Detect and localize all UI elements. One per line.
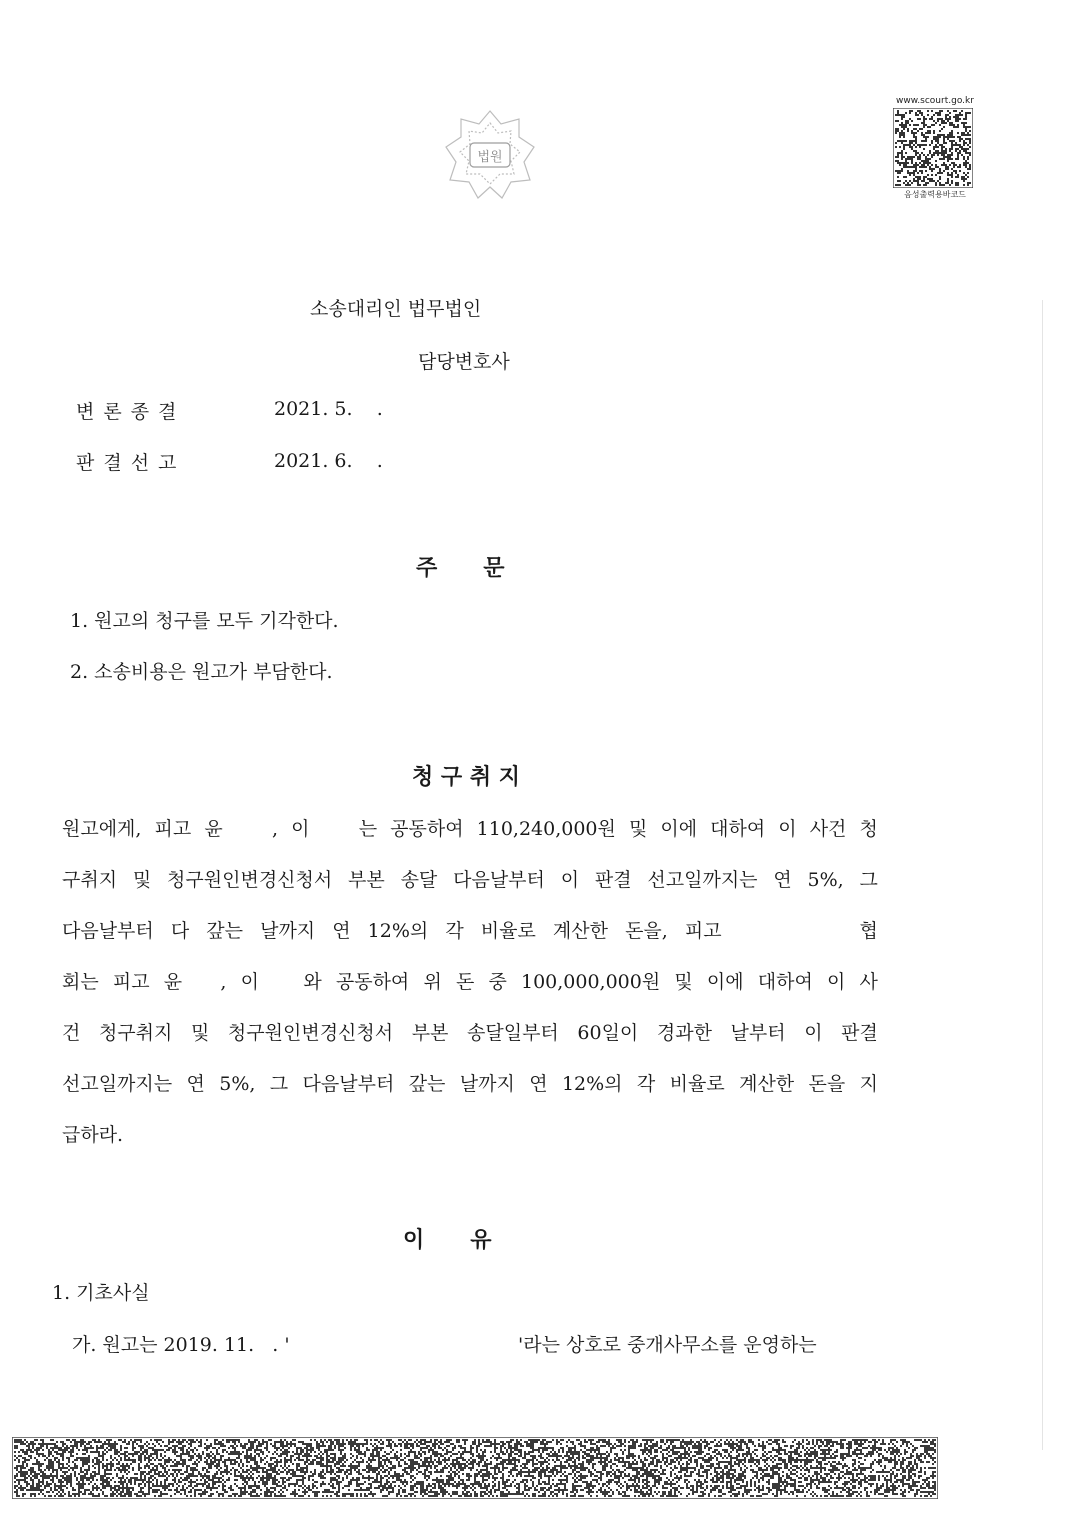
claim-word: 건 bbox=[62, 1022, 81, 1044]
claim-word: 피고 bbox=[684, 920, 722, 942]
claim-word: 중 bbox=[488, 971, 507, 993]
qr-code-icon bbox=[893, 108, 973, 188]
barcode-block bbox=[893, 96, 977, 200]
claim-word: 부본 bbox=[411, 1022, 449, 1044]
claim-line bbox=[62, 804, 878, 855]
claim-line bbox=[62, 1008, 878, 1059]
reason-heading: 이 유 bbox=[403, 1228, 492, 1253]
closing-date: 2021. 5. . bbox=[274, 398, 383, 420]
claim-word: 갚는 bbox=[206, 920, 244, 942]
claim-line bbox=[62, 957, 878, 1008]
order-item-2: 2. 소송비용은 원고가 부담한다. bbox=[70, 661, 333, 683]
claim-line bbox=[62, 1059, 878, 1110]
claim-word: 급하라. bbox=[62, 1124, 124, 1146]
court-url: www.scourt.go.kr bbox=[896, 96, 974, 106]
counsel-line: 소송대리인 법무법인 bbox=[310, 298, 482, 320]
order-heading: 주 문 bbox=[416, 556, 505, 581]
claim-word: 및 bbox=[674, 971, 693, 993]
claim-word: 날까지 bbox=[459, 1073, 515, 1095]
claim-word: 피고 bbox=[112, 971, 150, 993]
claim-word: 와 bbox=[273, 971, 322, 993]
claim-word: 각 bbox=[445, 920, 464, 942]
claim-heading: 청 구 취 지 bbox=[412, 765, 520, 790]
claim-word: 경과한 bbox=[656, 1022, 712, 1044]
claim-word: 송달 bbox=[400, 869, 438, 891]
attorney-line: 담당변호사 bbox=[418, 351, 510, 373]
claim-word: 이에 bbox=[660, 818, 698, 840]
claim-word: 돈을, bbox=[625, 920, 668, 942]
claim-word: 100,000,000원 bbox=[520, 971, 661, 993]
claim-word: 계산한 bbox=[739, 1073, 795, 1095]
claim-word: , bbox=[196, 971, 227, 993]
redaction-band bbox=[12, 1437, 938, 1499]
claim-word: 비율로 bbox=[669, 1073, 725, 1095]
claim-word: 청구원인변경신청서 bbox=[227, 1022, 394, 1044]
claim-word: 각 bbox=[636, 1073, 656, 1095]
closing-label: 변론종결 bbox=[76, 401, 186, 423]
claim-word: 회는 bbox=[62, 971, 99, 993]
claim-word: 및 bbox=[628, 818, 648, 840]
claim-word: 판결 bbox=[841, 1022, 878, 1044]
page-edge bbox=[1042, 300, 1043, 1450]
claim-word: 계산한 bbox=[552, 920, 608, 942]
fact-line-start: 가. 원고는 2019. 11. . ' bbox=[72, 1334, 290, 1356]
claim-line bbox=[62, 1110, 878, 1161]
claim-word: 청구원인변경신청서 bbox=[167, 869, 333, 891]
claim-word: 다음날부터 bbox=[62, 920, 154, 942]
claim-word: 날까지 bbox=[260, 920, 316, 942]
seal-text: 법원 bbox=[477, 150, 503, 165]
barcode-caption: 음성출력용바코드 bbox=[904, 190, 966, 199]
claim-word: 연 bbox=[332, 920, 351, 942]
claim-word: 5%, bbox=[807, 869, 844, 891]
claim-word: 선고일까지는 bbox=[647, 869, 758, 891]
claim-word: 이 bbox=[560, 869, 580, 891]
claim-word: 다음날부터 bbox=[453, 869, 545, 891]
claim-word: 는 bbox=[322, 818, 378, 840]
claim-word: 이에 bbox=[706, 971, 744, 993]
claim-word: 이 bbox=[778, 818, 797, 840]
section-title: 1. 기초사실 bbox=[52, 1282, 150, 1304]
claim-word: 공동하여 bbox=[335, 971, 410, 993]
claim-word: 12%의 bbox=[561, 1073, 623, 1095]
order-item-1: 1. 원고의 청구를 모두 기각한다. bbox=[70, 610, 339, 632]
claim-word: 구취지 bbox=[62, 869, 118, 891]
claim-word: 송달일부터 bbox=[467, 1022, 559, 1044]
claim-word: 사건 bbox=[809, 818, 847, 840]
ruling-label: 판결선고 bbox=[76, 452, 186, 474]
claim-word: 피고 bbox=[154, 818, 192, 840]
claim-word: 이 bbox=[804, 1022, 823, 1044]
claim-line bbox=[62, 855, 878, 906]
claim-word: 대하여 bbox=[710, 818, 766, 840]
claim-word: 윤 bbox=[163, 971, 183, 993]
claim-word: 청구취지 bbox=[98, 1022, 173, 1044]
claim-word: 위 bbox=[423, 971, 442, 993]
claim-word: 돈을 bbox=[808, 1073, 846, 1095]
claim-word: 지 bbox=[859, 1073, 878, 1095]
claim-word: 판결 bbox=[594, 869, 632, 891]
claim-word: 및 bbox=[132, 869, 152, 891]
claim-word: 비율로 bbox=[480, 920, 536, 942]
court-seal-icon bbox=[440, 105, 540, 205]
claim-word: 연 bbox=[186, 1073, 205, 1095]
claim-word: 다 bbox=[170, 920, 190, 942]
claim-word: 그 bbox=[859, 869, 878, 891]
claim-word: 이 bbox=[826, 971, 846, 993]
claim-word: 원고에게, bbox=[62, 818, 142, 840]
claim-word: 돈 bbox=[455, 971, 475, 993]
claim-word: 협 bbox=[738, 920, 878, 942]
claim-line bbox=[62, 906, 878, 957]
claim-word: 및 bbox=[190, 1022, 210, 1044]
claim-word: 110,240,000원 bbox=[476, 818, 616, 840]
claim-word: 갚는 bbox=[408, 1073, 446, 1095]
claim-word: 사 bbox=[859, 971, 878, 993]
claim-word: 공동하여 bbox=[390, 818, 464, 840]
claim-word: 청 bbox=[859, 818, 878, 840]
claim-word: 다음날부터 bbox=[302, 1073, 395, 1095]
claim-word: 이 bbox=[240, 971, 259, 993]
claim-word: 연 bbox=[529, 1073, 548, 1095]
claim-word: 대하여 bbox=[757, 971, 813, 993]
claim-word: 윤 bbox=[204, 818, 223, 840]
fact-line-end: '라는 상호로 중개사무소를 운영하는 bbox=[518, 1334, 817, 1356]
claim-word: , bbox=[235, 818, 279, 840]
claim-word: 12%의 bbox=[367, 920, 429, 942]
claim-word: 5%, bbox=[219, 1073, 256, 1095]
claim-word: 60일이 bbox=[577, 1022, 639, 1044]
claim-word: 선고일까지는 bbox=[62, 1073, 173, 1095]
claim-word: 그 bbox=[269, 1073, 289, 1095]
claim-word: 이 bbox=[291, 818, 310, 840]
claim-word: 부본 bbox=[348, 869, 385, 891]
claim-paragraph bbox=[62, 804, 878, 1161]
ruling-date: 2021. 6. . bbox=[274, 450, 383, 472]
claim-word: 날부터 bbox=[730, 1022, 786, 1044]
claim-word: 연 bbox=[773, 869, 792, 891]
